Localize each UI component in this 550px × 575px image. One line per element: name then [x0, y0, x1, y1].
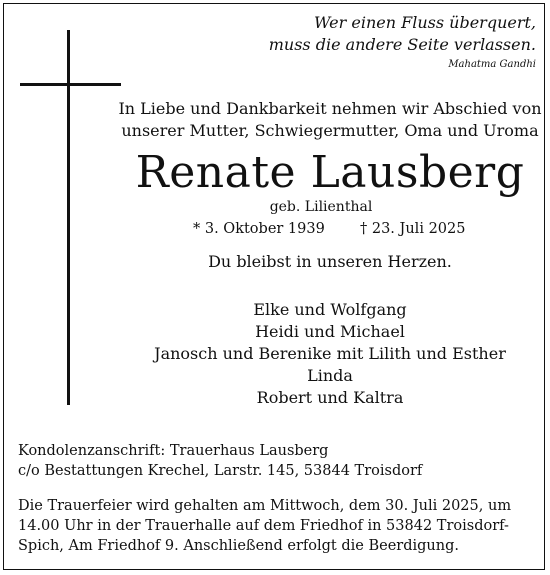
deceased-name: Renate Lausberg — [135, 147, 525, 198]
ceremony-line-1: Die Trauerfeier wird gehalten am Mittwoch, dem 30. Juli 2025, um — [18, 498, 512, 514]
family-member: Elke und Wolfgang — [253, 300, 407, 319]
quote-line-2: muss die andere Seite verlassen. — [268, 35, 536, 54]
quote-block — [269, 12, 536, 72]
obituary-frame — [3, 3, 545, 570]
condolence-line-1: Kondolenzanschrift: Trauerhaus Lausberg — [18, 443, 329, 459]
quote-line-1: Wer einen Fluss überquert, — [314, 13, 536, 32]
intro-text — [110, 98, 550, 142]
life-dates — [193, 219, 466, 239]
family-member: Linda — [307, 366, 353, 385]
ceremony-info — [18, 496, 538, 556]
maiden-name: geb. Lilienthal — [269, 199, 373, 215]
intro-line-2: unserer Mutter, Schwiegermutter, Oma und Uroma — [121, 121, 539, 140]
birth-date: * 3. Oktober 1939 — [193, 221, 325, 237]
condolence-line-2: c/o Bestattungen Krechel, Larstr. 145, 53844 Troisdorf — [18, 463, 423, 479]
ceremony-line-2: 14.00 Uhr in der Trauerhalle auf dem Friedhof in 53842 Troisdorf- — [18, 518, 509, 534]
cross-icon-bar — [20, 83, 121, 86]
cross-icon — [67, 30, 70, 405]
intro-line-1: In Liebe und Dankbarkeit nehmen wir Abschied von — [118, 99, 542, 118]
family-list — [110, 299, 550, 409]
motto: Du bleibst in unseren Herzen. — [208, 252, 452, 271]
family-member: Heidi und Michael — [255, 322, 405, 341]
family-member: Janosch und Berenike mit Lilith und Esther — [154, 344, 506, 363]
family-member: Robert und Kaltra — [256, 388, 404, 407]
quote-author: Mahatma Gandhi — [448, 59, 536, 70]
condolence-address — [18, 441, 538, 481]
death-date: † 23. Juli 2025 — [360, 221, 466, 237]
ceremony-line-3: Spich, Am Friedhof 9. Anschließend erfolgt die Beerdigung. — [18, 538, 459, 554]
